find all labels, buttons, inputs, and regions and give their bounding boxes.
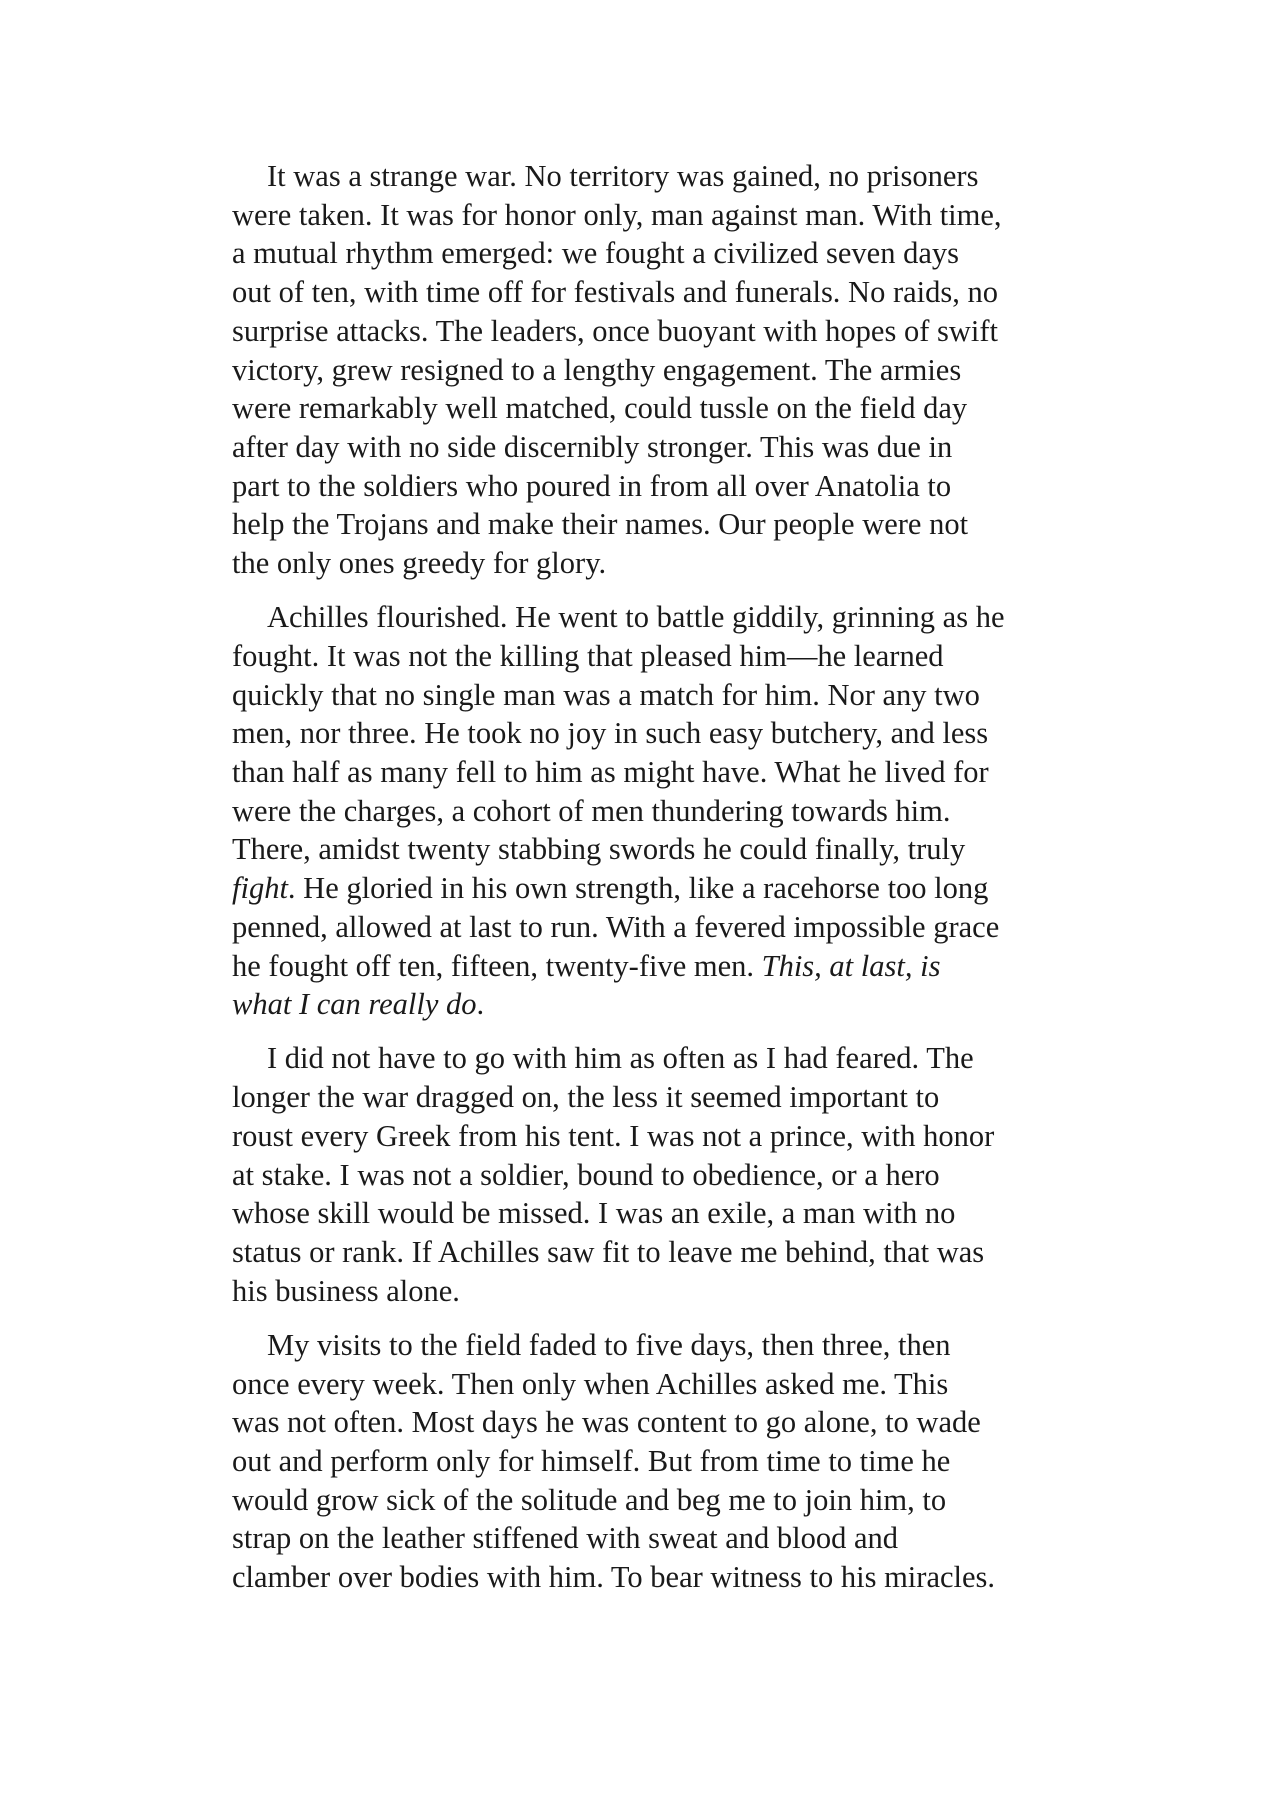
text-segment: part to the soldiers who poured in from all over Anatolia to [232,468,952,503]
text-segment: surprise attacks. The leaders, once buoyant with hopes of swift [232,313,998,348]
text-segment: quickly that no single man was a match for him. Nor any two [232,677,980,712]
text-segment: once every week. Then only when Achilles asked me. This [232,1366,949,1401]
text-line [232,1326,1072,1365]
text-line [232,1365,1072,1404]
text-segment: strap on the leather stiffened with sweat and blood and [232,1521,899,1556]
text-segment: after day with no side discernibly stronger. This was due in [232,429,953,464]
text-line [232,312,1072,351]
text-segment: . He gloried in his own strength, like a racehorse too long [287,871,989,906]
text-segment: than half as many fell to him as might have. What he lived for [232,755,989,790]
text-segment: roust every Greek from his tent. I was not a prince, with honor [232,1118,995,1153]
text-line [232,1194,1072,1233]
text-line [232,1117,1072,1156]
text-line [232,869,1072,908]
text-segment: was not often. Most days he was content to go alone, to wade [232,1405,981,1440]
text-line [232,637,1072,676]
text-line [232,1403,1072,1442]
text-line [232,1233,1072,1272]
page-body-text [232,157,1072,1612]
text-line [232,544,1072,583]
text-segment: It was a strange war. No territory was gained, no prisoners [267,159,979,193]
paragraph [232,1326,1072,1597]
text-segment: the only ones greedy for glory. [232,546,607,581]
text-segment: out of ten, with time off for festivals and funerals. No raids, no [232,275,998,310]
text-line [232,714,1072,753]
text-line [232,467,1072,506]
text-line [232,985,1072,1024]
text-segment: longer the war dragged on, the less it seemed important to [232,1080,940,1115]
text-line [232,1272,1072,1311]
text-segment: were the charges, a cohort of men thundering towards him. [232,793,951,828]
text-line [232,1558,1072,1597]
text-segment: penned, allowed at last to run. With a fevered impossible grace [232,909,1000,944]
text-segment: clamber over bodies with him. To bear witness to his miracles. [232,1560,996,1595]
text-segment: Achilles flourished. He went to battle giddily, grinning as he [267,600,1005,635]
text-segment: he fought off ten, fifteen, twenty-five men. [232,948,762,983]
paragraph [232,1039,1072,1310]
text-segment: his business alone. [232,1273,460,1308]
italic-text: This, at last, is [761,948,941,983]
italic-text: fight [232,871,288,906]
text-line [232,947,1072,986]
text-line [232,676,1072,715]
text-segment: My visits to the field faded to five days, then three, then [267,1327,951,1362]
text-segment: status or rank. If Achilles saw fit to leave me behind, that was [232,1234,985,1269]
text-segment: were taken. It was for honor only, man against man. With time, [232,197,1002,232]
text-line [232,389,1072,428]
text-line [232,753,1072,792]
text-segment: were remarkably well matched, could tussle on the field day [232,391,968,426]
text-line [232,1156,1072,1195]
text-line [232,830,1072,869]
text-segment: I did not have to go with him as often as I had feared. The [267,1041,974,1076]
text-segment: fought. It was not the killing that pleased him—he learned [232,638,944,673]
text-segment: would grow sick of the solitude and beg me to join him, to [232,1482,947,1517]
text-line [232,505,1072,544]
text-line [232,1442,1072,1481]
text-segment: help the Trojans and make their names. Our people were not [232,507,969,542]
text-line [232,598,1072,637]
text-line [232,1519,1072,1558]
text-segment: . [476,987,485,1022]
text-line [232,234,1072,273]
text-line [232,196,1072,235]
text-line [232,273,1072,312]
text-line [232,908,1072,947]
paragraph [232,598,1072,1024]
text-line [232,1078,1072,1117]
text-line [232,1481,1072,1520]
text-segment: men, nor three. He took no joy in such easy butchery, and less [232,716,989,751]
text-line [232,792,1072,831]
text-segment: at stake. I was not a soldier, bound to obedience, or a hero [232,1157,940,1192]
paragraph [232,157,1072,583]
text-line [232,351,1072,390]
text-line [232,157,1072,196]
text-segment: There, amidst twenty stabbing swords he could finally, truly [232,832,966,867]
italic-text: what I can really do [232,987,477,1022]
text-segment: out and perform only for himself. But from time to time he [232,1444,951,1478]
text-segment: victory, grew resigned to a lengthy engagement. The armies [232,352,962,387]
text-segment: a mutual rhythm emerged: we fought a civilized seven days [232,236,959,271]
text-segment: whose skill would be missed. I was an exile, a man with no [232,1196,956,1231]
text-line [232,428,1072,467]
text-line [232,1039,1072,1078]
